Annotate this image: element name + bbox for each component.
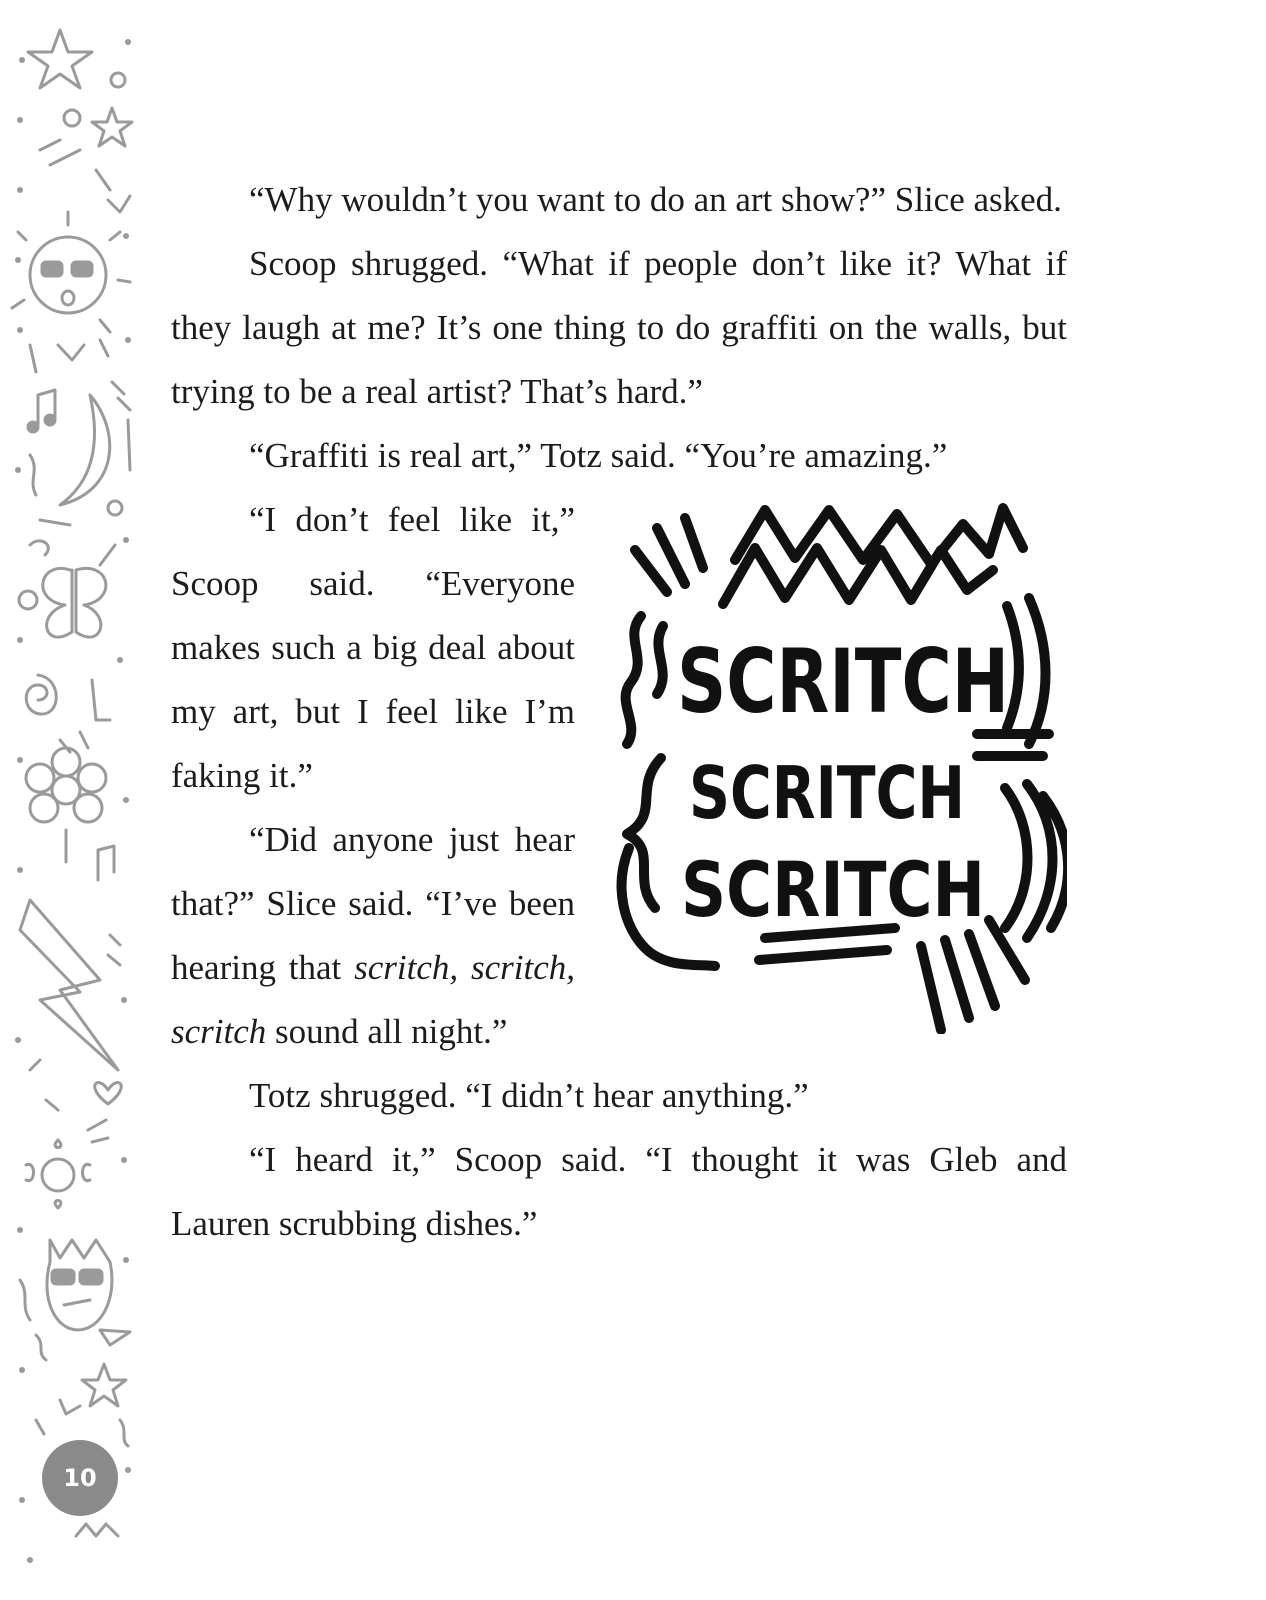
flower-icon [26, 1140, 90, 1208]
music-note-icon [28, 390, 55, 432]
heart-icon [95, 1083, 122, 1104]
body-text [171, 168, 1067, 1256]
star-icon [82, 1364, 126, 1406]
paragraph: Totz shrugged. “I didn’t hear anything.” [249, 1076, 809, 1115]
sfx-word: SCRITCH [689, 751, 965, 835]
sfx-word: SCRITCH [681, 845, 985, 934]
flower-icon [26, 748, 106, 862]
page-number: 10 [42, 1440, 118, 1516]
butterfly-icon [43, 545, 115, 637]
paragraph-text: sound all night.” [266, 1012, 508, 1051]
star-icon [92, 108, 132, 146]
lightning-bolt-icon [20, 900, 118, 1070]
paragraph: “I heard it,” Scoop said. “I thought it was Gleb and Lauren scrubbing dishes.” [171, 1140, 1067, 1243]
moon-icon [60, 395, 110, 505]
star-icon [28, 30, 92, 88]
paragraph: “Graffiti is real art,” Totz said. “You’re amazing.” [249, 436, 948, 475]
paragraph: “I don’t feel like it,” Scoop said. “Everyone makes such a big deal about my art, but I feel like I’m faking it.” [171, 500, 575, 795]
italic-sound-text: scritch, scritch, scritch [171, 948, 575, 1051]
sfx-word: SCRITCH [677, 630, 1009, 733]
margin-doodles [0, 0, 150, 1600]
paragraph: “Why wouldn’t you want to do an art show?” Slice asked. [249, 180, 1062, 219]
sun-sunglasses-icon [12, 212, 130, 332]
face-sunglasses-icon [47, 1240, 112, 1330]
paragraph-text: “Did anyone just hear that?” Slice said. “I’ve been hearing that [171, 820, 575, 987]
spiral-icon [26, 675, 56, 714]
scritch-sound-effect [605, 488, 1067, 1034]
paragraph: Scoop shrugged. “What if people don’t like it? What if they laugh at me? It’s one thing to do graffiti on the walls, but trying to be a real artist? That’s hard.” [171, 244, 1067, 411]
wrapped-section [171, 488, 1067, 1064]
